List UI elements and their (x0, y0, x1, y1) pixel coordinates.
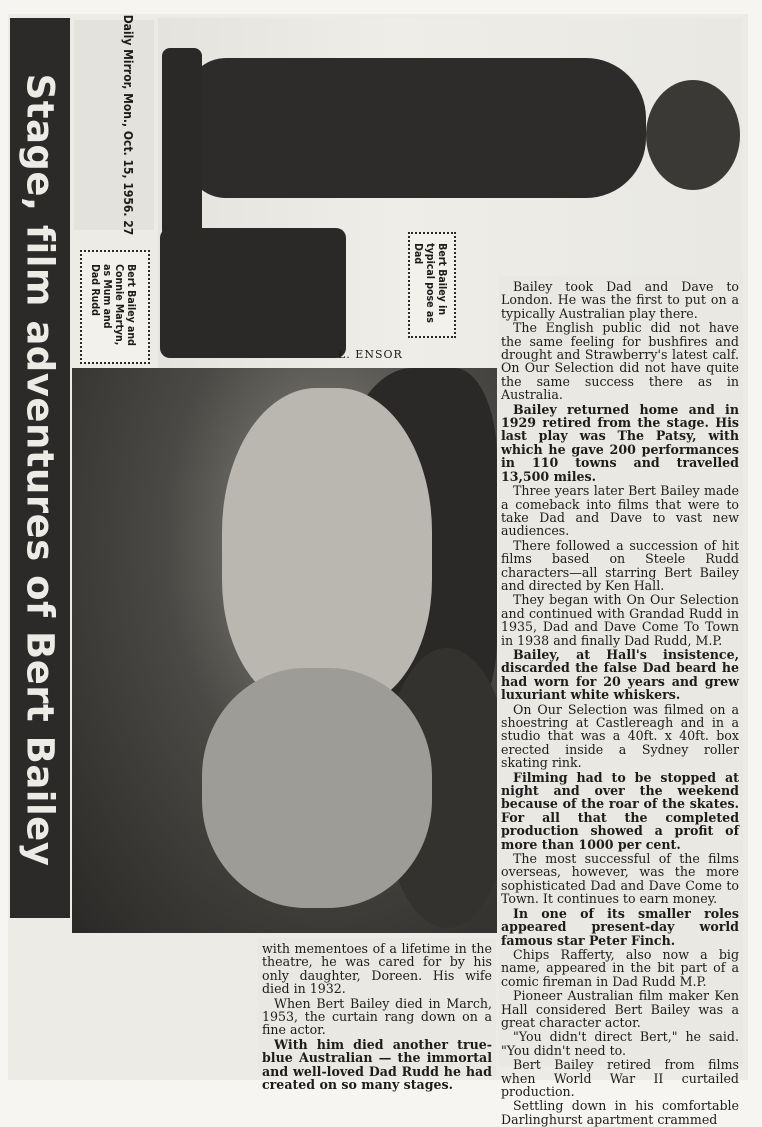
photo-bailey-martyn (72, 368, 497, 933)
article-paragraph: With him died another true-blue Australian — the immortal and well-loved Dad Rudd he had created on so many stages. (262, 1036, 492, 1093)
article-column-main (501, 279, 739, 1127)
article-paragraph: When Bert Bailey died in March, 1953, the curtain rang down on a fine actor. (262, 995, 492, 1038)
article-column-bottom (262, 941, 492, 1093)
photo-credit: L. ENSOR (338, 348, 403, 361)
headline: Stage, film adventures of Bert Bailey (18, 73, 62, 867)
article-paragraph: There followed a succession of hit films based on Steele Rudd characters—all starring Bert Bailey and directed by Ken Hall. (501, 537, 739, 593)
article-paragraph: Chips Rafferty, also now a big name, appeared in the bit part of a comic fireman in Dad Rudd M.P. (501, 946, 739, 989)
article-paragraph: On Our Selection was filmed on a shoestring at Castlereagh and in a studio that was a 40ft. x 40ft. box erected inside a Sydney roller skating rink. (501, 701, 739, 771)
photo-figure-head (646, 80, 740, 190)
article-paragraph: Filming had to be stopped at night and over the weekend because of the roar of the skates. For all that the completed production showed a profit of more than 1000 per cent. (501, 769, 739, 852)
photo-figure-body (186, 58, 646, 198)
article-paragraph: Three years later Bert Bailey made a comeback into films that were to take Dad and Dave to vast new audiences. (501, 483, 739, 539)
article-paragraph: Pioneer Australian film maker Ken Hall considered Bert Bailey was a great character actor. (501, 988, 739, 1030)
caption-dad-pose: Bert Bailey in typical pose as Dad (412, 243, 448, 323)
article-paragraph: Bailey, at Hall's insistence, discarded the false Dad beard he had worn for 20 years and grew luxuriant white whiskers. (501, 646, 739, 703)
dateline: Daily Mirror, Mon., Oct. 15, 1956. 27 (121, 14, 135, 236)
photo-barrel (160, 228, 346, 358)
photo-face-woman (222, 388, 432, 708)
caption-mum-dad: Bert Bailey and Connie Martyn, as Mum and Dad Rudd (89, 264, 137, 346)
article-paragraph: Settling down in his comfortable Darlinghurst apartment crammed (501, 1098, 739, 1127)
article-paragraph: Bailey returned home and in 1929 retired from the stage. His last play was The Patsy, with which he gave 200 performances in 110 towns and travelled 13,500 miles. (501, 401, 739, 484)
article-paragraph: Bailey took Dad and Dave to London. He was the first to put on a typically Australian play there. (501, 279, 739, 321)
article-paragraph: with mementoes of a lifetime in the theatre, he was cared for by his only daughter, Doreen. His wife died in 1932. (262, 941, 492, 997)
article-paragraph: In one of its smaller roles appeared present-day world famous star Peter Finch. (501, 905, 739, 948)
article-paragraph: The English public did not have the same feeling for bushfires and drought and Strawberry's latest calf. On Our Selection did not have quite the same success there as in Australia. (501, 320, 739, 403)
article-paragraph: Bert Bailey retired from films when World War II curtailed production. (501, 1057, 739, 1099)
article-paragraph: "You didn't direct Bert," he said. "You didn't need to. (501, 1029, 739, 1058)
article-paragraph: The most successful of the films overseas, however, was the more sophisticated Dad and Dave Come to Town. It continues to earn money. (501, 851, 739, 907)
photo-figure-boots (162, 48, 202, 238)
photo-face-man (202, 668, 432, 908)
article-paragraph: They began with On Our Selection and continued with Grandad Rudd in 1935, Dad and Dave Come To Town in 1938 and finally Dad Rudd, M.P. (501, 592, 739, 648)
dateline-box (74, 20, 154, 230)
